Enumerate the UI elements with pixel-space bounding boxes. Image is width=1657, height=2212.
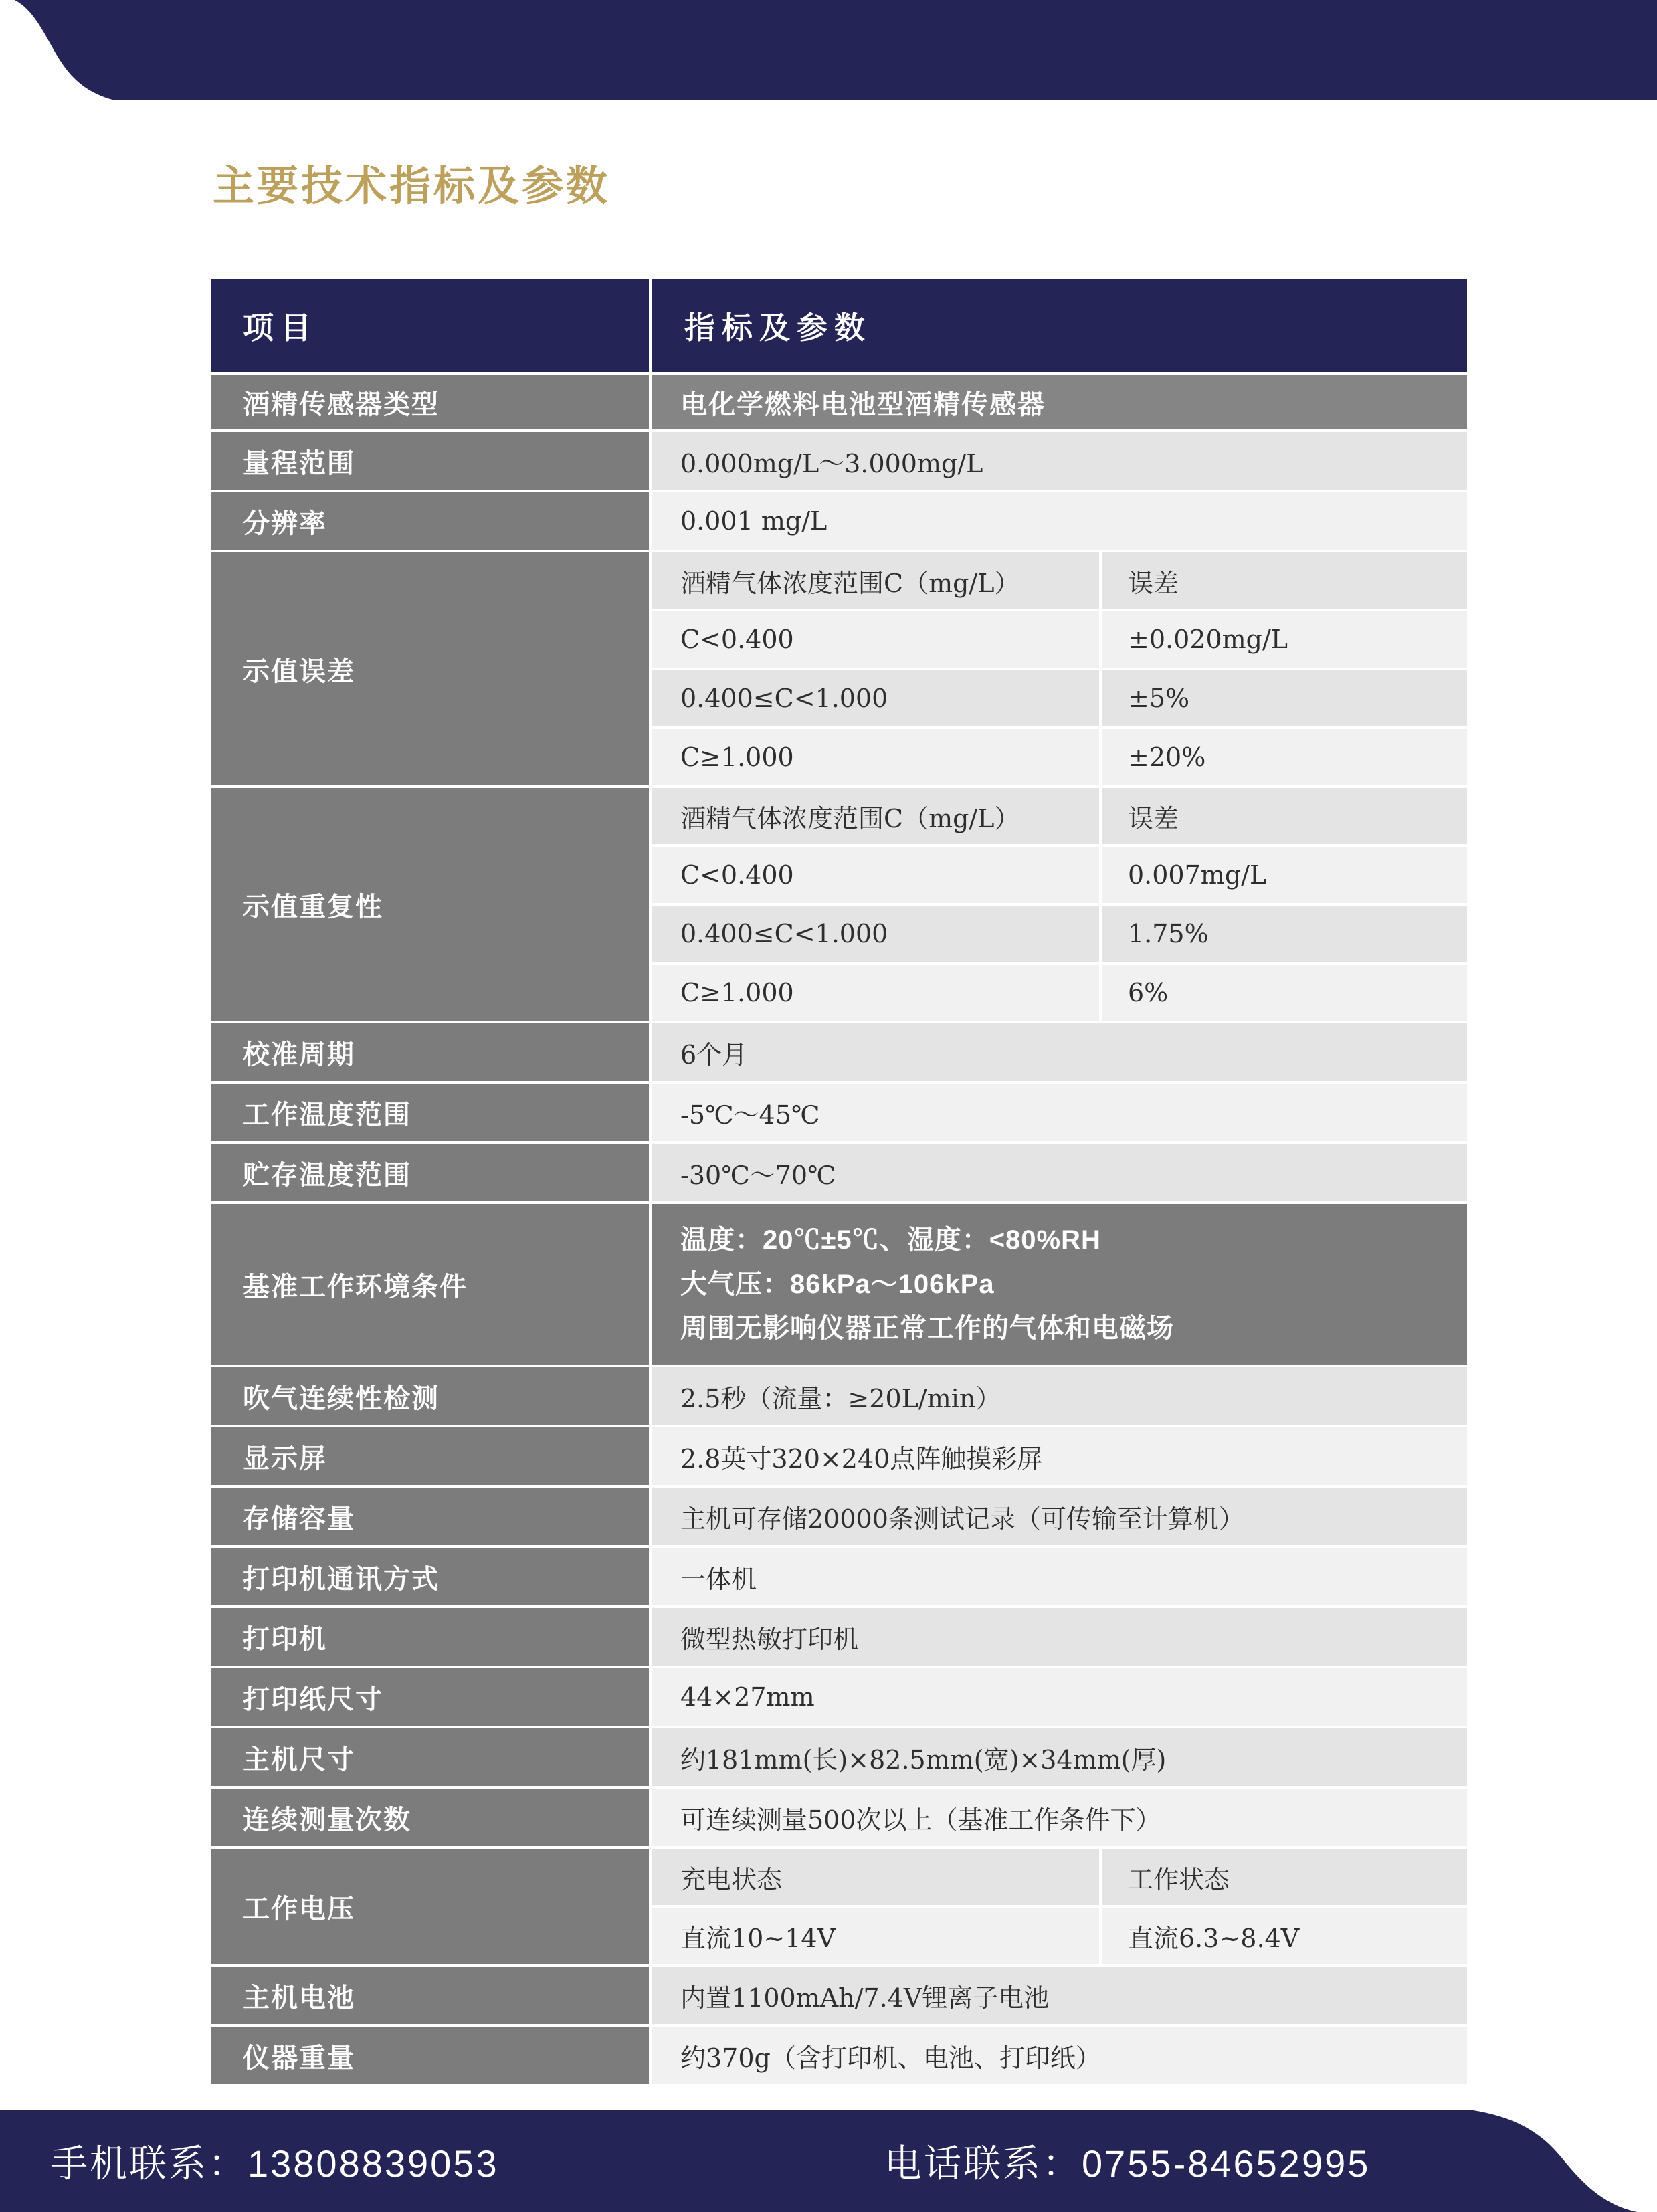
row-value: 微型热敏打印机 [652, 1608, 1467, 1666]
row-label: 打印机通讯方式 [211, 1548, 649, 1605]
table-row [211, 1608, 1467, 1666]
row-label: 基准工作环境条件 [211, 1204, 649, 1365]
subtable-row [652, 788, 1467, 844]
table-row [211, 1084, 1467, 1141]
subtable-cell: ±0.020mg/L [1102, 611, 1467, 668]
row-label: 打印纸尺寸 [211, 1668, 649, 1726]
header-cell-spec: 指标及参数 [652, 279, 1467, 372]
row-value: 约370g（含打印机、电池、打印纸） [652, 2027, 1467, 2084]
subtable [652, 1849, 1467, 1964]
subtable-cell: C<0.400 [652, 847, 1099, 903]
table-row [211, 1967, 1467, 2024]
header-corner-curve [0, 0, 174, 100]
table-row [211, 432, 1467, 490]
row-value: 约181mm(长)×82.5mm(宽)×34mm(厚) [652, 1728, 1467, 1786]
subtable-cell: 工作状态 [1102, 1849, 1467, 1905]
subtable-cell: 1.75% [1102, 906, 1467, 962]
subtable [652, 788, 1467, 1021]
row-value: -30℃～70℃ [652, 1144, 1467, 1201]
subtable-row [652, 1908, 1467, 1964]
row-label: 连续测量次数 [211, 1789, 649, 1846]
subtable-cell: 酒精气体浓度范围C（mg/L） [652, 552, 1099, 609]
table-row-group [211, 788, 1467, 1021]
row-label: 显示屏 [211, 1427, 649, 1485]
row-label: 分辨率 [211, 492, 649, 550]
table-header-row [211, 279, 1467, 372]
row-value: 2.5秒（流量：≥20L/min） [652, 1367, 1467, 1425]
row-label: 打印机 [211, 1608, 649, 1666]
table-row [211, 1144, 1467, 1201]
subtable-row [652, 906, 1467, 962]
row-value: 6个月 [652, 1023, 1467, 1081]
row-label: 吹气连续性检测 [211, 1367, 649, 1425]
table-row [211, 1728, 1467, 1786]
row-label: 存储容量 [211, 1488, 649, 1545]
row-label: 仪器重量 [211, 2027, 649, 2084]
row-value: 电化学燃料电池型酒精传感器 [652, 375, 1467, 429]
row-value: 44×27mm [652, 1668, 1467, 1726]
subtable-cell: 充电状态 [652, 1849, 1099, 1905]
row-label: 量程范围 [211, 432, 649, 490]
table-row [211, 1427, 1467, 1485]
row-label: 校准周期 [211, 1023, 649, 1081]
subtable-row [652, 965, 1467, 1021]
subtable-cell: 直流10~14V [652, 1908, 1099, 1964]
subtable-cell: 直流6.3~8.4V [1102, 1908, 1467, 1964]
table-row [211, 1488, 1467, 1545]
subtable-row [652, 552, 1467, 609]
row-label: 工作温度范围 [211, 1084, 649, 1141]
env-line: 大气压：86kPa～106kPa [680, 1270, 995, 1299]
env-line: 温度：20℃±5℃、湿度：<80%RH [680, 1225, 1101, 1255]
table-row [211, 1204, 1467, 1365]
phone-contact: 电话联系：0755-84652995 [884, 2142, 1371, 2185]
row-value: 可连续测量500次以上（基准工作条件下） [652, 1789, 1467, 1846]
row-label: 示值重复性 [211, 788, 649, 1021]
subtable-cell: ±20% [1102, 729, 1467, 785]
spec-table [211, 279, 1467, 2087]
subtable-cell: 0.400≤C<1.000 [652, 670, 1099, 726]
row-label: 贮存温度范围 [211, 1144, 649, 1201]
row-value: 2.8英寸320×240点阵触摸彩屏 [652, 1427, 1467, 1485]
table-row [211, 492, 1467, 550]
table-row-group [211, 1849, 1467, 1964]
subtable-row [652, 670, 1467, 726]
row-value: 主机可存储20000条测试记录（可传输至计算机） [652, 1488, 1467, 1545]
row-value [652, 1204, 1467, 1365]
subtable-cell: 误差 [1102, 788, 1467, 844]
subtable-cell: 0.400≤C<1.000 [652, 906, 1099, 962]
table-row [211, 1789, 1467, 1846]
subtable-row [652, 847, 1467, 903]
subtable-cell: 误差 [1102, 552, 1467, 609]
header-band [0, 0, 1657, 100]
table-row-group [211, 552, 1467, 785]
row-value: 内置1100mAh/7.4V锂离子电池 [652, 1967, 1467, 2024]
env-line: 周围无影响仪器正常工作的气体和电磁场 [680, 1314, 1174, 1343]
footer-band [0, 2110, 1657, 2212]
subtable-cell: 6% [1102, 965, 1467, 1021]
table-row [211, 1367, 1467, 1425]
subtable-cell: C<0.400 [652, 611, 1099, 668]
subtable-row [652, 611, 1467, 668]
subtable [652, 552, 1467, 785]
row-value: 0.000mg/L～3.000mg/L [652, 432, 1467, 490]
row-value: -5℃～45℃ [652, 1084, 1467, 1141]
subtable-row [652, 729, 1467, 785]
table-row [211, 1023, 1467, 1081]
header-cell-item: 项目 [211, 279, 649, 372]
row-label: 酒精传感器类型 [211, 375, 649, 429]
table-row [211, 1668, 1467, 1726]
row-value: 0.001 mg/L [652, 492, 1467, 550]
page-title: 主要技术指标及参数 [213, 163, 611, 209]
subtable-cell: C≥1.000 [652, 729, 1099, 785]
table-row [211, 2027, 1467, 2084]
row-label: 工作电压 [211, 1849, 649, 1964]
subtable-row [652, 1849, 1467, 1905]
subtable-cell: 0.007mg/L [1102, 847, 1467, 903]
subtable-cell: 酒精气体浓度范围C（mg/L） [652, 788, 1099, 844]
row-label: 主机尺寸 [211, 1728, 649, 1786]
row-label: 主机电池 [211, 1967, 649, 2024]
table-row [211, 375, 1467, 429]
row-label: 示值误差 [211, 552, 649, 785]
row-value: 一体机 [652, 1548, 1467, 1605]
subtable-cell: ±5% [1102, 670, 1467, 726]
subtable-cell: C≥1.000 [652, 965, 1099, 1021]
table-row [211, 1548, 1467, 1605]
mobile-contact: 手机联系：13808839053 [50, 2142, 499, 2185]
footer-corner-curve [1473, 2110, 1657, 2212]
